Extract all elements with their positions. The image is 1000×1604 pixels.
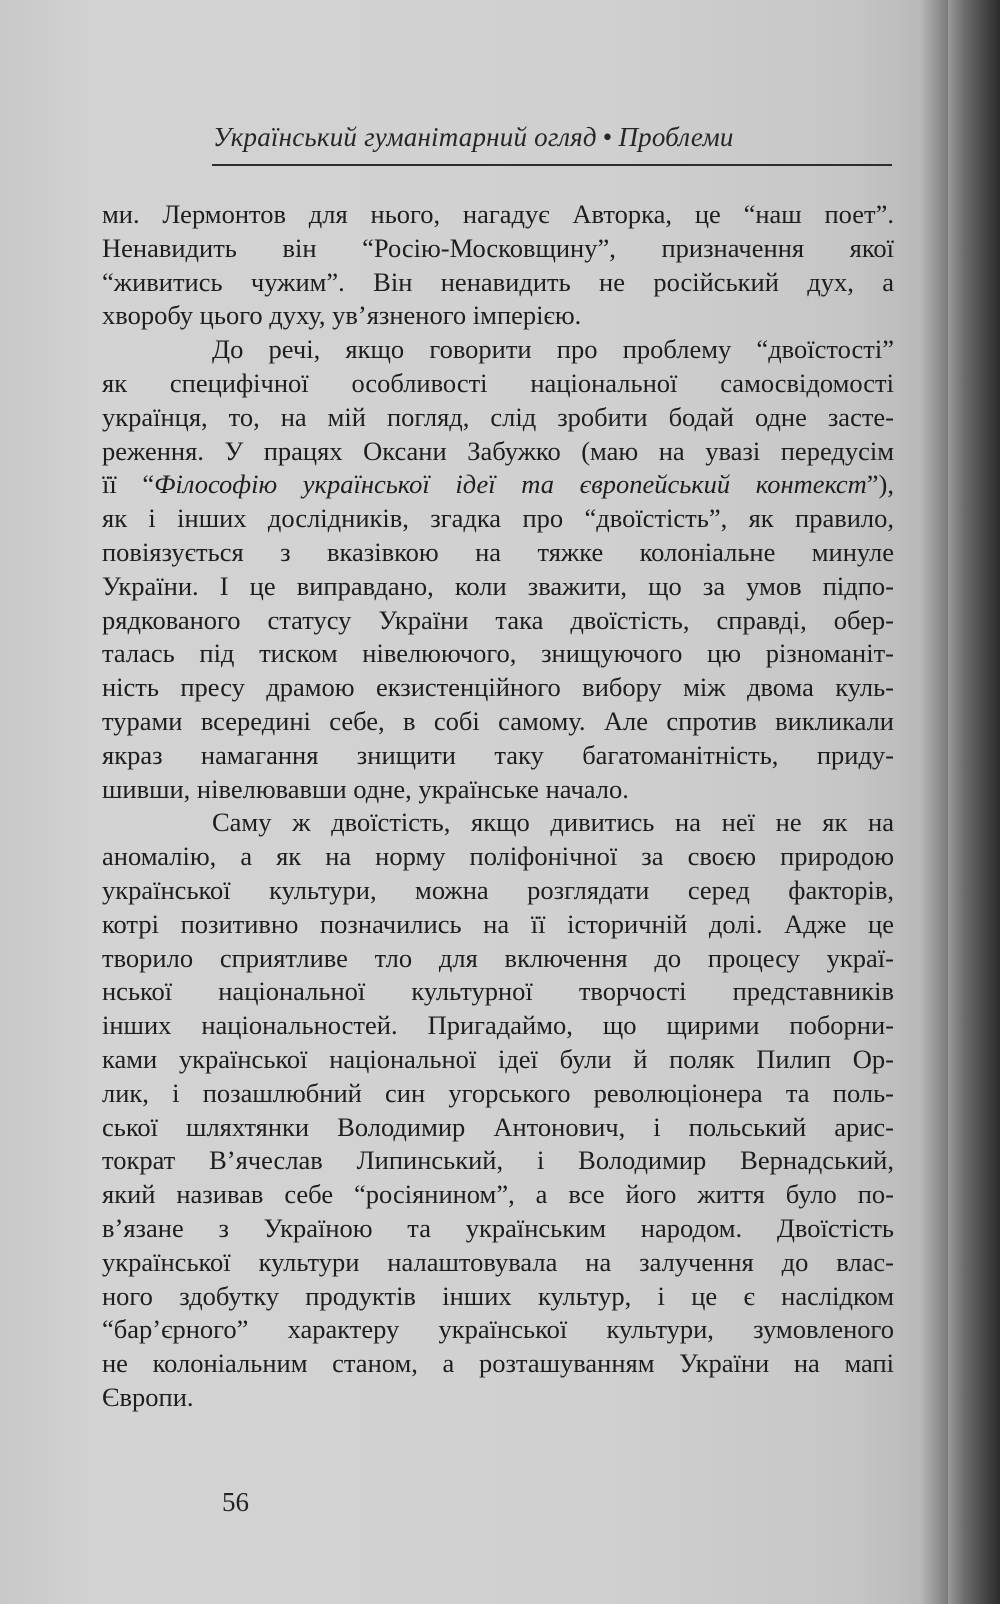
text-line: інших національностей. Пригадаймо, що щирими поборни-: [102, 1010, 894, 1041]
running-header: [213, 122, 893, 153]
text-line: української культури налаштовувала на залучення до влас-: [102, 1246, 894, 1277]
text-line: Європи.: [102, 1381, 194, 1412]
text-line: лик, і позашлюбний син угорського революціонера та поль-: [102, 1077, 894, 1108]
text-fragment: ”),: [866, 469, 894, 500]
text-line: “живитись чужим”. Він ненавидить не російський дух, а: [102, 266, 894, 297]
text-line: аномалію, а як на норму поліфонічної за своєю природою: [102, 841, 894, 872]
text-line: не колоніальним станом, а розташуванням України на мапі: [102, 1348, 894, 1379]
text-line: “бар’єрного” характеру української культури, зумовленого: [102, 1314, 894, 1345]
book-title: Філософію української ідеї та європейський контекст: [154, 469, 867, 500]
text-line: як і інших дослідників, згадка про “двоїстість”, як правило,: [102, 503, 894, 534]
body-text: [102, 198, 894, 1415]
text-line: ської шляхтянки Володимир Антонович, і польський арис-: [102, 1111, 894, 1142]
text-line: рядкованого статусу України така двоїстість, справді, обер-: [102, 604, 894, 635]
text-line: України. І це виправдано, коли зважити, що за умов підпо-: [102, 570, 894, 601]
text-line: талась під тиском нівелюючого, знищуючого цю різноманіт-: [102, 638, 894, 669]
header-separator: •: [602, 122, 613, 152]
text-line: нської національної культурної творчості представників: [102, 976, 894, 1007]
text-line-with-title: [102, 468, 894, 502]
text-line: українця, то, на мій погляд, слід зробити бодай одне засте-: [102, 401, 894, 432]
text-line: який називав себе “росіянином”, а все його життя було по-: [102, 1179, 894, 1210]
text-line: ного здобутку продуктів інших культур, і це є наслідком: [102, 1280, 894, 1311]
text-line: ми. Лермонтов для нього, нагадує Авторка, це “наш поет”.: [102, 199, 894, 229]
text-line: шивши, нівелювавши одне, українське начало.: [102, 773, 629, 804]
text-line: як специфічної особливості національної самосвідомості: [102, 367, 894, 398]
text-line: повіязується з вказівкою на тяжке колоніальне минуле: [102, 536, 894, 567]
text-line: української культури, можна розглядати серед факторів,: [102, 874, 894, 905]
text-line: в’язане з Україною та українським народом. Двоїстість: [102, 1212, 894, 1243]
page-number: 56: [222, 1487, 249, 1517]
section-title: Проблеми: [618, 122, 734, 152]
text-line: Саму ж двоїстість, якщо дивитись на неї не як на: [212, 807, 894, 838]
text-line: реження. У працях Оксани Забужко (маю на увазі передусім: [102, 435, 894, 466]
text-line: ність пресу драмою екзистенційного вибору між двома куль-: [102, 672, 894, 703]
text-line: котрі позитивно позначились на її історичній долі. Адже це: [102, 908, 894, 939]
text-line: ками української національної ідеї були й поляк Пилип Ор-: [102, 1043, 894, 1074]
text-line: Ненавидить він “Росію-Московщину”, призначення якої: [102, 232, 894, 263]
journal-title: Український гуманітарний огляд: [213, 122, 597, 152]
text-line: якраз намагання знищити таку багатоманітність, приду-: [102, 739, 894, 770]
text-line: тократ В’ячеслав Липинський, і Володимир Вернадський,: [102, 1145, 894, 1176]
header-rule: [212, 164, 892, 166]
text-line: творило сприятливе тло для включення до процесу украї-: [102, 942, 894, 973]
book-spine-shadow: [948, 0, 1000, 1604]
text-line: турами всередині себе, в собі самому. Але спротив викликали: [102, 705, 894, 736]
text-fragment: її “: [102, 469, 155, 500]
text-line: До речі, якщо говорити про проблему “двоїстості”: [212, 334, 894, 365]
text-line: хворобу цього духу, ув’язненого імперією.: [102, 300, 582, 331]
